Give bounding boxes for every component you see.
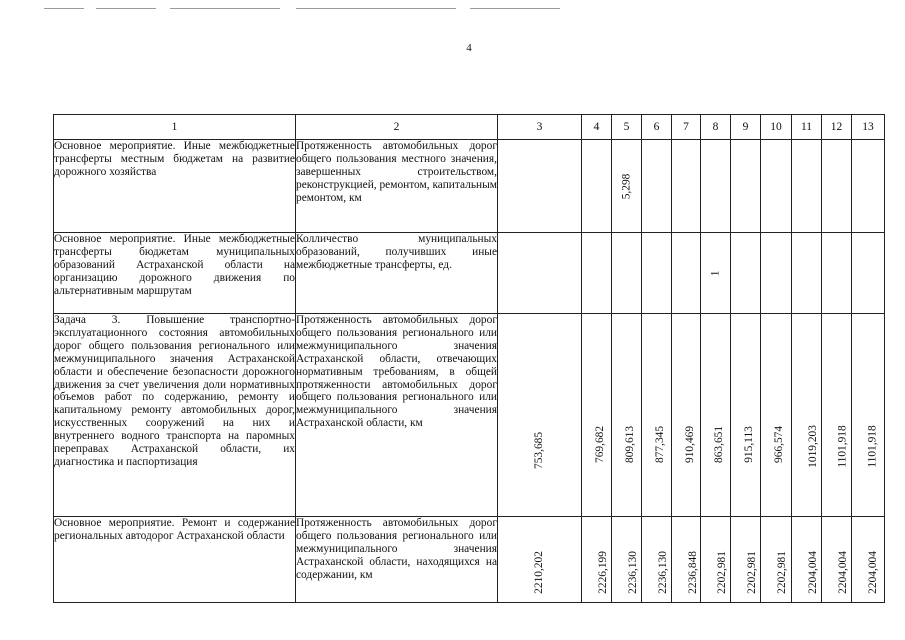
value-cell — [642, 140, 672, 233]
value-cell — [612, 517, 642, 603]
value-text: 1101,918 — [836, 424, 849, 468]
value-cell — [731, 314, 761, 517]
value-cell — [792, 233, 822, 314]
value-text: 2236,130 — [626, 551, 639, 594]
value-cell — [672, 517, 701, 603]
value-cell — [701, 314, 731, 517]
table-row — [54, 140, 885, 233]
page-number: 4 — [466, 42, 472, 54]
value-cell — [582, 233, 612, 314]
column-header: 2 — [296, 115, 498, 140]
value-cell — [822, 517, 852, 603]
value-cell — [672, 140, 701, 233]
value-text: 2236,848 — [686, 551, 699, 594]
scan-artifact-line — [470, 8, 560, 9]
value-text: 2204,004 — [806, 551, 819, 594]
value-text: 2210,202 — [533, 551, 546, 594]
column-header: 7 — [672, 115, 701, 140]
value-cell — [761, 517, 792, 603]
value-cell — [792, 314, 822, 517]
value-text: 1019,203 — [806, 424, 819, 468]
value-cell — [498, 140, 582, 233]
value-cell — [672, 233, 701, 314]
value-cell — [852, 314, 885, 517]
value-text: 910,469 — [684, 425, 697, 463]
value-cell — [761, 314, 792, 517]
value-cell — [612, 140, 642, 233]
value-text: 2202,981 — [715, 551, 728, 594]
table-row — [54, 314, 885, 517]
value-cell — [731, 140, 761, 233]
column-header: 12 — [822, 115, 852, 140]
scan-artifact-line — [96, 8, 156, 9]
value-cell — [672, 314, 701, 517]
scan-artifact-line — [170, 8, 280, 9]
value-cell — [582, 314, 612, 517]
indicator-cell: Протяженность автомобильных дорог общего пользования регионального или межмуниципального значения Астраханской области, находящихся на содержании, км — [296, 517, 498, 603]
value-text: 863,651 — [713, 425, 726, 463]
value-text: 1101,918 — [866, 424, 879, 468]
value-text: 753,685 — [533, 431, 546, 469]
value-cell — [792, 517, 822, 603]
value-cell — [852, 140, 885, 233]
scan-artifact-line — [296, 8, 456, 9]
value-cell — [582, 140, 612, 233]
value-text: 1 — [709, 270, 722, 276]
value-text: 2204,004 — [866, 551, 879, 594]
column-header: 1 — [54, 115, 296, 140]
value-cell — [852, 517, 885, 603]
value-cell — [642, 233, 672, 314]
value-text: 5,298 — [620, 173, 633, 200]
value-text: 966,574 — [773, 425, 786, 463]
column-header: 13 — [852, 115, 885, 140]
value-cell — [642, 314, 672, 517]
value-text: 2236,130 — [656, 551, 669, 594]
activity-cell: Основное мероприятие. Ремонт и содержание региональных автодорог Астраханской области — [54, 517, 296, 603]
value-text: 2202,981 — [745, 551, 758, 594]
scan-artifact-line — [44, 8, 84, 9]
value-cell — [701, 517, 731, 603]
column-header: 8 — [701, 115, 731, 140]
value-cell — [761, 233, 792, 314]
value-cell — [582, 517, 612, 603]
value-cell — [701, 233, 731, 314]
activity-cell: Основное мероприятие. Иные межбюджетные трансферты бюджетам муниципальных образований Астраханской области на организацию дорожного движения по альтернативным маршрутам — [54, 233, 296, 314]
value-text: 915,113 — [742, 425, 755, 463]
value-cell — [498, 233, 582, 314]
column-header: 9 — [731, 115, 761, 140]
value-cell — [642, 517, 672, 603]
value-cell — [852, 233, 885, 314]
value-cell — [498, 314, 582, 517]
value-cell — [822, 233, 852, 314]
value-cell — [701, 140, 731, 233]
value-cell — [612, 314, 642, 517]
value-cell — [822, 314, 852, 517]
indicator-cell: Протяженность автомобильных дорог общего пользования местного значения, завершенных строительством, реконструкцией, ремонтом, капитальным ремонтом, км — [296, 140, 498, 233]
indicator-cell: Колличество муниципальных образований, получивших иные межбюджетные трансферты, ед. — [296, 233, 498, 314]
activity-cell: Основное мероприятие. Иные межбюджетные трансферты местным бюджетам на развитие дорожного хозяйства — [54, 140, 296, 233]
value-cell — [498, 517, 582, 603]
table-row — [54, 233, 885, 314]
value-text: 809,613 — [624, 425, 637, 463]
value-text: 769,682 — [594, 425, 607, 463]
table-row — [54, 517, 885, 603]
value-cell — [792, 140, 822, 233]
header-row — [54, 115, 885, 140]
value-text: 2226,199 — [596, 551, 609, 594]
column-header: 10 — [761, 115, 792, 140]
column-header: 5 — [612, 115, 642, 140]
value-cell — [731, 233, 761, 314]
column-header: 4 — [582, 115, 612, 140]
value-text: 877,345 — [654, 425, 667, 463]
column-header: 3 — [498, 115, 582, 140]
indicators-table — [53, 114, 885, 603]
value-text: 2202,981 — [775, 551, 788, 594]
value-cell — [731, 517, 761, 603]
value-cell — [612, 233, 642, 314]
activity-cell: Задача 3. Повышение транспортно-эксплуатационного состояния автомобильных дорог общего пользования регионального или межмуниципального значения Астраханской области и обеспечение безопасности дорожного движения за счет увеличения доли нормативных объемов работ по содержанию, ремонту и капитальному ремонту автомобильных дорог, искусственных сооружений на них и внутреннего водного транспорта на паромных переправах Астраханской области, их диагностика и паспортизация — [54, 314, 296, 517]
value-cell — [822, 140, 852, 233]
column-header: 11 — [792, 115, 822, 140]
value-cell — [761, 140, 792, 233]
value-text: 2204,004 — [836, 551, 849, 594]
indicator-cell: Протяженность автомобильных дорог общего пользования регионального или межмуниципального значения Астраханской области, отвечающих нормативным требованиям, в общей протяженности автомобильных дорог общего пользования регионального или межмуниципального значения Астраханской области, км — [296, 314, 498, 517]
column-header: 6 — [642, 115, 672, 140]
